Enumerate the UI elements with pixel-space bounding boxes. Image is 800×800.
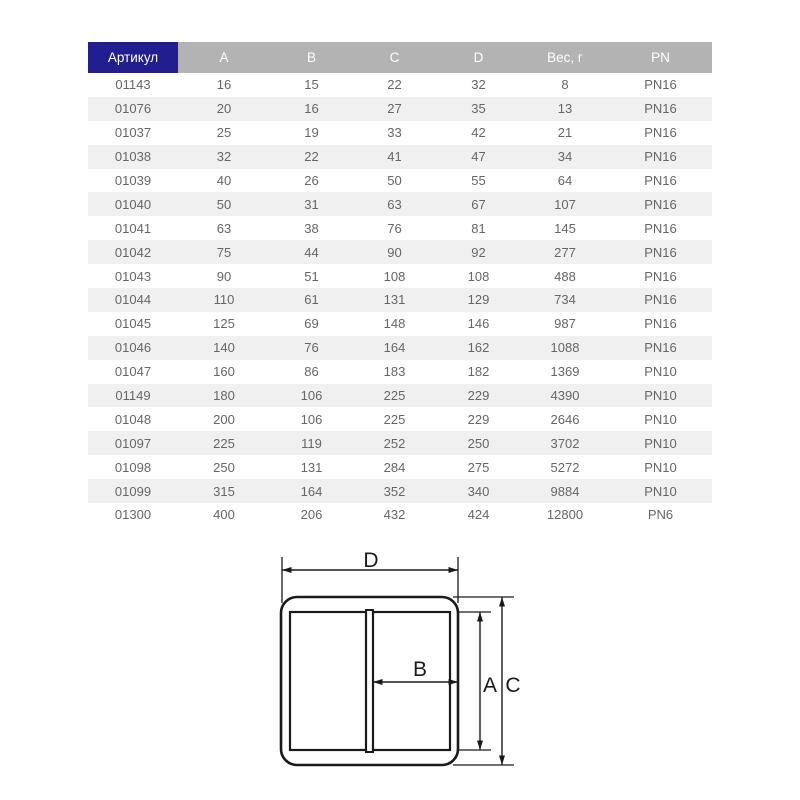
value-cell-c: 284: [383, 459, 406, 475]
value-cell-a: 63: [216, 220, 232, 236]
article-cell: 01045: [114, 316, 152, 332]
column-header-b: B: [270, 42, 353, 73]
value-cell-pn: PN10: [644, 483, 677, 499]
column-header-pn: PN: [609, 42, 712, 73]
value-cell-d: 35: [471, 101, 486, 117]
value-cell-pn: PN16: [644, 77, 677, 93]
table-row: [88, 360, 712, 384]
table-row: [88, 288, 712, 312]
dimension-c-label: C: [505, 674, 521, 697]
value-cell-b: 106: [300, 388, 323, 404]
value-cell-d: 81: [471, 220, 486, 236]
value-cell-pn: PN10: [644, 459, 677, 475]
value-cell-d: 275: [467, 459, 490, 475]
value-cell-b: 164: [300, 483, 323, 499]
coupling-dimension-diagram: [255, 545, 530, 795]
value-cell-d: 42: [471, 125, 486, 141]
value-cell-pn: PN16: [644, 173, 677, 188]
article-cell: 01038: [114, 149, 152, 165]
value-cell-pn: PN16: [644, 268, 677, 284]
value-cell-pn: PN16: [644, 340, 677, 356]
value-cell-d: 162: [467, 340, 490, 356]
table-row: [88, 384, 712, 408]
table-row: [88, 121, 712, 145]
value-cell-pn: PN10: [644, 411, 677, 427]
value-cell-weight: 5272: [550, 459, 580, 475]
value-cell-pn: PN16: [644, 220, 677, 236]
value-cell-b: 26: [304, 173, 319, 188]
value-cell-d: 229: [467, 411, 490, 427]
article-cell: 01042: [114, 244, 152, 260]
value-cell-pn: PN16: [644, 125, 677, 141]
value-cell-b: 38: [304, 220, 319, 236]
article-cell: 01046: [114, 340, 152, 356]
coupling-drawing: [255, 545, 530, 795]
value-cell-d: 32: [471, 77, 486, 93]
article-cell: 01098: [114, 459, 152, 475]
value-cell-d: 340: [467, 483, 490, 499]
value-cell-c: 148: [383, 316, 406, 332]
value-cell-a: 160: [213, 364, 235, 380]
value-cell-pn: PN16: [644, 292, 677, 308]
article-cell: 01037: [114, 125, 152, 141]
value-cell-c: 76: [387, 220, 402, 236]
column-header-a: A: [178, 42, 270, 73]
column-header-article: Артикул: [88, 42, 178, 73]
article-cell: 01044: [114, 292, 152, 308]
table-row: [88, 169, 712, 193]
value-cell-d: 55: [471, 173, 486, 188]
value-cell-d: 424: [467, 507, 490, 523]
value-cell-a: 125: [213, 316, 235, 332]
article-cell: 01149: [115, 388, 151, 404]
header-row: [88, 42, 712, 73]
value-cell-pn: PN10: [644, 364, 677, 380]
value-cell-weight: 734: [554, 292, 576, 308]
value-cell-b: 69: [304, 316, 319, 332]
column-header-d: D: [436, 42, 521, 73]
table-row: [88, 312, 712, 336]
value-cell-a: 40: [216, 173, 232, 188]
table-row: [88, 264, 712, 288]
value-cell-d: 250: [467, 435, 490, 451]
value-cell-weight: 1369: [550, 364, 580, 380]
value-cell-weight: 4390: [550, 388, 580, 404]
value-cell-d: 182: [467, 364, 490, 380]
value-cell-a: 16: [216, 77, 232, 93]
article-cell: 01041: [114, 220, 152, 236]
article-cell: 01143: [115, 77, 151, 93]
dimension-b-label: B: [412, 658, 428, 681]
value-cell-d: 92: [471, 244, 486, 260]
value-cell-pn: PN6: [647, 507, 674, 523]
value-cell-a: 25: [216, 125, 232, 141]
value-cell-c: 50: [387, 173, 402, 188]
value-cell-a: 90: [216, 268, 232, 284]
article-cell: 01039: [114, 173, 152, 188]
table-row: [88, 479, 712, 503]
coupling-outer-body: [281, 597, 458, 765]
value-cell-a: 200: [213, 411, 235, 427]
value-cell-weight: 145: [554, 220, 576, 236]
table-row: [88, 503, 712, 527]
value-cell-d: 129: [467, 292, 490, 308]
dimension-a-label: A: [482, 674, 498, 697]
dimension-d-label: D: [363, 549, 379, 572]
value-cell-c: 41: [387, 149, 402, 165]
value-cell-d: 67: [471, 196, 486, 212]
value-cell-weight: 9884: [550, 483, 580, 499]
value-cell-d: 229: [467, 388, 490, 404]
left-socket: [290, 612, 366, 750]
spec-table-body: [88, 73, 712, 527]
value-cell-b: 31: [304, 196, 319, 212]
table-row: [88, 145, 712, 169]
article-cell: 01040: [114, 196, 152, 212]
value-cell-c: 225: [383, 388, 406, 404]
value-cell-d: 47: [471, 149, 486, 165]
value-cell-a: 180: [213, 388, 235, 404]
value-cell-b: 44: [304, 244, 319, 260]
value-cell-weight: 3702: [550, 435, 580, 451]
table-row: [88, 192, 712, 216]
value-cell-a: 50: [216, 196, 232, 212]
value-cell-b: 76: [304, 340, 319, 356]
article-cell: 01076: [114, 101, 152, 117]
value-cell-c: 90: [387, 244, 402, 260]
value-cell-b: 131: [300, 459, 323, 475]
value-cell-pn: PN16: [644, 196, 677, 212]
table-row: [88, 240, 712, 264]
value-cell-weight: 488: [554, 268, 576, 284]
value-cell-a: 250: [213, 459, 235, 475]
value-cell-c: 22: [387, 77, 402, 93]
value-cell-d: 108: [467, 268, 490, 284]
value-cell-c: 108: [383, 268, 406, 284]
value-cell-pn: PN10: [644, 435, 677, 451]
table-row: [88, 431, 712, 455]
value-cell-c: 252: [383, 435, 406, 451]
value-cell-weight: 277: [554, 244, 576, 260]
value-cell-weight: 8: [561, 77, 569, 93]
value-cell-a: 110: [213, 292, 235, 308]
value-cell-c: 183: [383, 364, 406, 380]
value-cell-b: 86: [304, 364, 319, 380]
value-cell-c: 225: [383, 411, 406, 427]
value-cell-b: 22: [304, 149, 319, 165]
value-cell-weight: 12800: [546, 507, 584, 523]
value-cell-a: 32: [216, 149, 232, 165]
value-cell-weight: 34: [557, 149, 573, 165]
table-row: [88, 407, 712, 431]
value-cell-pn: PN16: [644, 316, 677, 332]
article-cell: 01097: [114, 435, 152, 451]
table-row: [88, 97, 712, 121]
value-cell-b: 61: [304, 292, 319, 308]
value-cell-a: 225: [213, 435, 235, 451]
value-cell-c: 432: [383, 507, 406, 523]
value-cell-a: 315: [213, 483, 235, 499]
article-cell: 01300: [114, 507, 152, 523]
value-cell-weight: 2646: [550, 411, 580, 427]
article-cell: 01043: [114, 268, 152, 284]
value-cell-b: 19: [304, 125, 319, 141]
table-row: [88, 336, 712, 360]
value-cell-pn: PN16: [644, 244, 677, 260]
article-cell: 01099: [114, 483, 152, 499]
value-cell-c: 352: [383, 483, 406, 499]
value-cell-weight: 987: [554, 316, 576, 332]
value-cell-c: 131: [383, 292, 406, 308]
value-cell-a: 140: [213, 340, 235, 356]
value-cell-c: 27: [387, 101, 402, 117]
value-cell-b: 51: [304, 268, 319, 284]
value-cell-weight: 64: [557, 173, 573, 188]
value-cell-weight: 13: [557, 101, 573, 117]
value-cell-pn: PN16: [644, 149, 677, 165]
value-cell-c: 164: [383, 340, 406, 356]
article-cell: 01048: [114, 411, 152, 427]
value-cell-d: 146: [467, 316, 490, 332]
value-cell-weight: 1088: [550, 340, 580, 356]
value-cell-b: 206: [300, 507, 323, 523]
value-cell-pn: PN10: [644, 388, 677, 404]
value-cell-a: 400: [213, 507, 235, 523]
table-row: [88, 455, 712, 479]
value-cell-pn: PN16: [644, 101, 677, 117]
value-cell-c: 33: [387, 125, 402, 141]
table-row: [88, 216, 712, 240]
value-cell-b: 119: [301, 435, 322, 451]
value-cell-c: 63: [387, 196, 402, 212]
value-cell-weight: 107: [554, 196, 576, 212]
value-cell-weight: 21: [557, 125, 573, 141]
value-cell-b: 106: [300, 411, 323, 427]
column-header-weight: Вес, г: [521, 42, 609, 73]
value-cell-b: 16: [304, 101, 319, 117]
table-row: [88, 73, 712, 97]
value-cell-a: 75: [216, 244, 232, 260]
value-cell-b: 15: [304, 77, 319, 93]
right-socket: [373, 612, 450, 750]
spec-table: [88, 42, 712, 527]
column-header-c: C: [353, 42, 436, 73]
value-cell-a: 20: [216, 101, 232, 117]
spec-table-header: [88, 42, 712, 73]
article-cell: 01047: [114, 364, 152, 380]
